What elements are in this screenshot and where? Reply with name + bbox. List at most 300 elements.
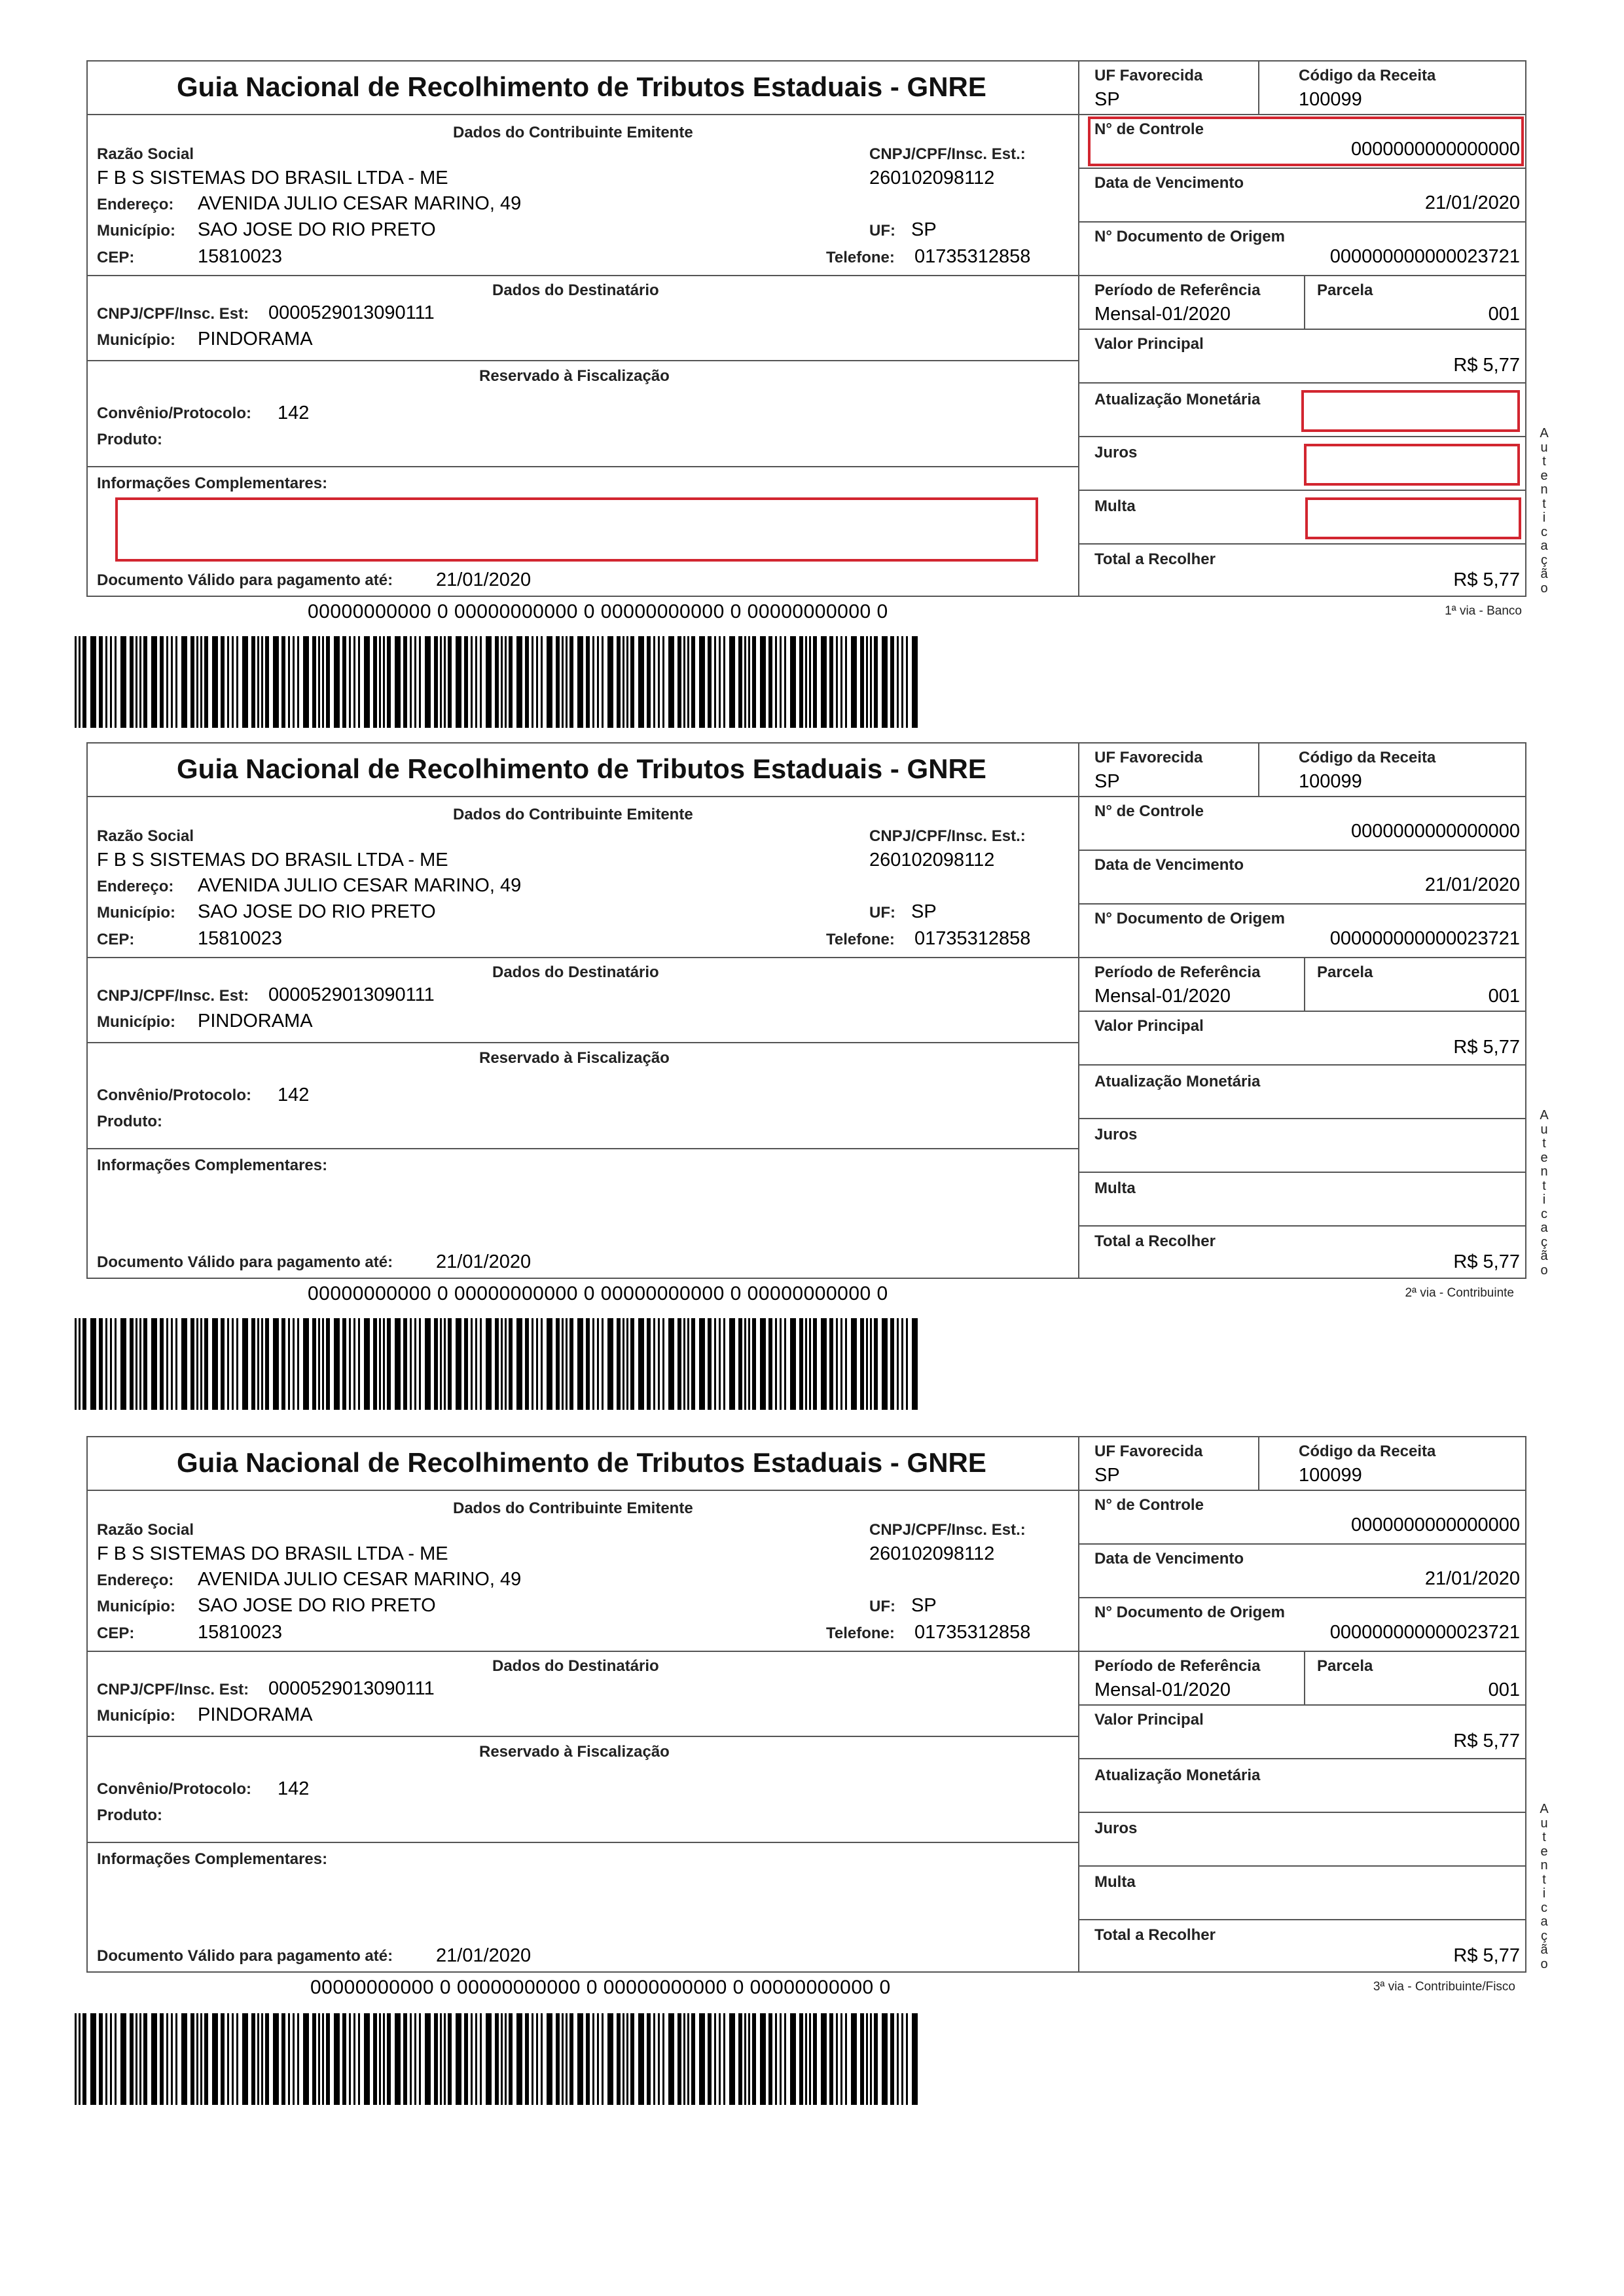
- barcode-bar: [273, 2013, 279, 2105]
- barcode-bar: [358, 2013, 360, 2105]
- right-row-divider: [1078, 1064, 1526, 1066]
- barcode-bar: [115, 636, 117, 728]
- barcode-bar: [120, 636, 126, 728]
- destinatario-section-title: Dados do Destinatário: [492, 963, 659, 981]
- valor-principal-value: R$ 5,77: [1453, 1037, 1520, 1058]
- barcode-bar: [890, 636, 894, 728]
- barcode-bar: [597, 2013, 599, 2105]
- municipio-destinatario-label: Município:: [97, 1013, 175, 1031]
- codigo-receita-value: 100099: [1299, 89, 1362, 110]
- barcode-bar: [805, 2013, 807, 2105]
- barcode-bar: [536, 1318, 538, 1410]
- barcode-bar: [525, 2013, 529, 2105]
- barcode-bar: [334, 636, 340, 728]
- cep-label: CEP:: [97, 1624, 135, 1642]
- barcode-bar: [748, 636, 750, 728]
- barcode-bar: [866, 636, 868, 728]
- valor-principal-label: Valor Principal: [1094, 335, 1204, 353]
- barcode-bar: [821, 1318, 827, 1410]
- barcode-bar: [190, 636, 194, 728]
- endereco-label: Endereço:: [97, 1571, 174, 1589]
- data-vencimento-value: 21/01/2020: [1424, 1568, 1520, 1589]
- barcode-bar: [691, 1318, 695, 1410]
- barcode-bar: [668, 1318, 674, 1410]
- barcode-bar: [775, 1318, 777, 1410]
- barcode-bar: [364, 2013, 370, 2105]
- convenio-value: 142: [278, 403, 310, 423]
- barcode-bar: [874, 1318, 878, 1410]
- barcode-bar: [775, 2013, 777, 2105]
- destinatario-section-title: Dados do Destinatário: [492, 281, 659, 299]
- barcode-bar: [532, 636, 533, 728]
- n-documento-origem-value: 000000000000023721: [1329, 246, 1520, 267]
- barcode-bar: [312, 2013, 316, 2105]
- right-row-divider: [1078, 1225, 1526, 1227]
- barcode-bar: [729, 636, 735, 728]
- barcode-bar: [525, 636, 529, 728]
- barcode-bar: [623, 2013, 624, 2105]
- barcode-bar: [257, 636, 259, 728]
- razao-social-value: F B S SISTEMAS DO BRASIL LTDA - ME: [97, 850, 448, 870]
- barcode-bar: [906, 2013, 908, 2105]
- barcode-bar: [251, 636, 255, 728]
- barcode-bar: [90, 2013, 96, 2105]
- right-row-divider: [1078, 1704, 1526, 1706]
- barcode-bar: [130, 1318, 134, 1410]
- barcode-bar: [303, 2013, 309, 2105]
- info-complementares-label: Informações Complementares:: [97, 1157, 328, 1174]
- barcode-bar: [617, 1318, 621, 1410]
- barcode-bar: [882, 1318, 888, 1410]
- right-row-divider: [1078, 1543, 1526, 1545]
- barcode-bar: [809, 2013, 811, 2105]
- barcode-bar: [410, 636, 412, 728]
- barcode-bar: [383, 2013, 385, 2105]
- barcode-bar: [410, 2013, 412, 2105]
- destinatario-divider: [86, 360, 1078, 361]
- barcode-bar: [297, 636, 299, 728]
- barcode-bar: [414, 636, 416, 728]
- barcode-bar: [714, 2013, 716, 2105]
- parcela-label: Parcela: [1317, 963, 1373, 981]
- barcode-bar: [471, 2013, 473, 2105]
- barcode-bar: [190, 2013, 194, 2105]
- barcode-bar: [866, 1318, 868, 1410]
- barcode-bar: [480, 636, 482, 728]
- barcode-bar: [547, 2013, 552, 2105]
- total-recolher-label: Total a Recolher: [1094, 1926, 1216, 1944]
- barcode-bar: [566, 636, 568, 728]
- produto-label: Produto:: [97, 431, 162, 448]
- barcode-bar: [403, 636, 407, 728]
- barcode-bar: [419, 2013, 421, 2105]
- telefone-value: 01735312858: [914, 1622, 1031, 1643]
- barcode-bar: [379, 1318, 381, 1410]
- barcode-bar: [541, 1318, 543, 1410]
- barcode-bar: [577, 636, 583, 728]
- barcode-bar: [349, 1318, 351, 1410]
- barcode-bar: [495, 636, 499, 728]
- right-row-divider: [1078, 114, 1526, 115]
- documento-valido-label: Documento Válido para pagamento até:: [97, 1947, 393, 1965]
- barcode-bar: [509, 636, 513, 728]
- barcode-bar: [139, 636, 141, 728]
- barcode-bar: [860, 2013, 864, 2105]
- codigo-receita-label: Código da Receita: [1299, 749, 1436, 766]
- barcode-bar: [403, 1318, 407, 1410]
- barcode-bar: [242, 2013, 248, 2105]
- barcode-bar: [647, 636, 651, 728]
- barcode-bar: [200, 636, 202, 728]
- barcode-bar: [882, 2013, 888, 2105]
- barcode-bar: [387, 2013, 391, 2105]
- barcode-bar: [444, 2013, 446, 2105]
- barcode-bar: [752, 636, 756, 728]
- municipio-emitente-value: SAO JOSE DO RIO PRETO: [198, 901, 436, 922]
- barcode-bar: [630, 2013, 634, 2105]
- barcode-bar: [318, 2013, 320, 2105]
- parcela-value: 001: [1488, 304, 1520, 325]
- barcode-bar: [809, 636, 811, 728]
- barcode-bar: [805, 1318, 807, 1410]
- barcode-bar: [82, 2013, 86, 2105]
- data-vencimento-label: Data de Vencimento: [1094, 1550, 1244, 1568]
- barcode-bar: [448, 636, 452, 728]
- right-row-divider: [1078, 1865, 1526, 1867]
- barcode-bar: [607, 636, 613, 728]
- barcode-bar: [668, 636, 674, 728]
- razao-social-label: Razão Social: [97, 145, 194, 163]
- total-recolher-value: R$ 5,77: [1453, 569, 1520, 590]
- guia-title: Guia Nacional de Recolhimento de Tributos Estaduais - GNRE: [177, 71, 986, 102]
- uf-codigo-divider: [1258, 742, 1259, 796]
- municipio-destinatario-value: PINDORAMA: [198, 329, 313, 350]
- barcode-bar: [602, 1318, 604, 1410]
- barcode-bar: [419, 636, 421, 728]
- barcode-bar: [342, 2013, 346, 2105]
- barcode-bar: [592, 1318, 594, 1410]
- barcode-bar: [901, 636, 903, 728]
- emitente-divider: [86, 1651, 1078, 1652]
- barcode-bar: [541, 2013, 543, 2105]
- convenio-label: Convênio/Protocolo:: [97, 1086, 251, 1104]
- juros-highlight: [1304, 444, 1520, 486]
- barcode-bar: [829, 636, 833, 728]
- barcode-bar: [714, 636, 716, 728]
- barcode-bar: [784, 636, 786, 728]
- barcode-bar: [110, 1318, 112, 1410]
- right-row-divider: [1078, 1011, 1526, 1012]
- barcode-bar: [434, 636, 438, 728]
- barcode-bar: [505, 1318, 507, 1410]
- right-row-divider: [1078, 1172, 1526, 1173]
- cnpj-emitente-value: 260102098112: [869, 850, 995, 870]
- barcode-bar: [569, 1318, 573, 1410]
- guia-title: Guia Nacional de Recolhimento de Tributos Estaduais - GNRE: [177, 753, 986, 784]
- uf-codigo-divider: [1258, 1436, 1259, 1490]
- barcode-bar: [464, 1318, 468, 1410]
- barcode-bar: [691, 2013, 695, 2105]
- barcode-bar: [790, 636, 796, 728]
- total-recolher-label: Total a Recolher: [1094, 1232, 1216, 1250]
- barcode-bar: [723, 2013, 725, 2105]
- barcode-bar: [586, 2013, 590, 2105]
- barcode-bar: [784, 2013, 786, 2105]
- barcode-bar: [840, 636, 842, 728]
- barcode-bar: [577, 1318, 583, 1410]
- barcode-bar: [175, 2013, 177, 2105]
- barcode-bar: [130, 2013, 134, 2105]
- right-row-divider: [1078, 329, 1526, 330]
- barcode-bar: [912, 1318, 918, 1410]
- title-divider: [86, 1490, 1078, 1491]
- barcode-bar: [110, 2013, 112, 2105]
- barcode-bar: [261, 636, 263, 728]
- barcode-bar: [626, 2013, 628, 2105]
- right-row-divider: [1078, 957, 1526, 958]
- barcode-bar: [425, 2013, 431, 2105]
- uf-favorecida-value: SP: [1094, 1465, 1120, 1486]
- fiscalizacao-divider: [86, 1842, 1078, 1843]
- barcode-bar: [821, 2013, 827, 2105]
- barcode-bar: [227, 636, 229, 728]
- documento-valido-value: 21/01/2020: [436, 569, 532, 590]
- municipio-emitente-label: Município:: [97, 904, 175, 922]
- barcode-bar: [303, 636, 309, 728]
- barcode-bar: [410, 1318, 412, 1410]
- barcode-bar: [334, 1318, 340, 1410]
- barcode-bar: [204, 2013, 208, 2105]
- barcode-bar: [236, 2013, 238, 2105]
- barcode-bar: [668, 2013, 674, 2105]
- barcode-bar: [790, 2013, 796, 2105]
- barcode-bar: [683, 1318, 685, 1410]
- barcode-bar: [383, 1318, 385, 1410]
- barcode-bar: [82, 636, 86, 728]
- barcode-bar: [318, 1318, 320, 1410]
- barcode-bar: [364, 1318, 370, 1410]
- barcode-bar: [181, 636, 187, 728]
- autenticacao-vertical: A u t e n t i c a ç ã o: [1540, 426, 1549, 596]
- barcode-bar: [821, 636, 827, 728]
- right-row-divider: [1078, 1490, 1526, 1491]
- barcode-bar: [768, 2013, 772, 2105]
- cep-value: 15810023: [198, 246, 283, 267]
- cep-value: 15810023: [198, 928, 283, 949]
- barcode-bar: [532, 2013, 533, 2105]
- barcode-bar: [261, 2013, 263, 2105]
- barcode-bar: [547, 636, 552, 728]
- barcode-bar: [75, 636, 77, 728]
- barcode-bar: [358, 1318, 360, 1410]
- barcode-bar: [509, 1318, 513, 1410]
- barcode-bar: [160, 1318, 164, 1410]
- barcode-bar: [373, 1318, 377, 1410]
- barcode-bar: [99, 1318, 103, 1410]
- municipio-destinatario-value: PINDORAMA: [198, 1704, 313, 1725]
- convenio-value: 142: [278, 1778, 310, 1799]
- multa-highlight: [1305, 497, 1521, 539]
- juros-label: Juros: [1094, 1820, 1138, 1837]
- right-row-divider: [1078, 903, 1526, 905]
- barcode: [75, 1318, 919, 1410]
- telefone-label: Telefone:: [826, 1624, 895, 1642]
- barcode-bar: [647, 1318, 651, 1410]
- right-row-divider: [1078, 1118, 1526, 1119]
- documento-valido-value: 21/01/2020: [436, 1945, 532, 1966]
- barcode-bar: [419, 1318, 421, 1410]
- juros-label: Juros: [1094, 1126, 1138, 1143]
- barcode-bar: [840, 1318, 842, 1410]
- barcode-bar: [471, 636, 473, 728]
- cep-value: 15810023: [198, 1622, 283, 1643]
- barcode-bar: [342, 1318, 346, 1410]
- barcode-bar: [288, 2013, 290, 2105]
- periodo-referencia-value: Mensal-01/2020: [1094, 986, 1231, 1007]
- valor-principal-label: Valor Principal: [1094, 1017, 1204, 1035]
- barcode-bar: [322, 636, 324, 728]
- barcode-bar: [312, 636, 316, 728]
- barcode-bar: [708, 2013, 712, 2105]
- barcode-bar: [738, 636, 742, 728]
- barcode-bar: [813, 2013, 817, 2105]
- barcode-bar: [456, 636, 461, 728]
- barcode-bar: [212, 1318, 218, 1410]
- barcode-bar: [638, 1318, 644, 1410]
- barcode-bar: [281, 2013, 285, 2105]
- barcode-bar: [809, 1318, 811, 1410]
- uf-value: SP: [911, 901, 937, 922]
- barcode-bar: [196, 1318, 198, 1410]
- barcode-bar: [752, 1318, 756, 1410]
- barcode-bar: [501, 2013, 503, 2105]
- barcode-bar: [630, 636, 634, 728]
- uf-favorecida-label: UF Favorecida: [1094, 67, 1203, 84]
- barcode-bar: [181, 1318, 187, 1410]
- valor-principal-value: R$ 5,77: [1453, 355, 1520, 376]
- barcode-bar: [79, 636, 81, 728]
- barcode-bar: [143, 2013, 147, 2105]
- barcode-bar: [75, 2013, 77, 2105]
- barcode-bar: [349, 2013, 351, 2105]
- barcode-bar: [509, 2013, 513, 2105]
- barcode-bar: [562, 636, 564, 728]
- barcode-bar: [379, 2013, 381, 2105]
- barcode-bar: [836, 636, 838, 728]
- barcode-bar: [135, 1318, 137, 1410]
- fiscalizacao-section-title: Reservado à Fiscalização: [479, 1743, 670, 1761]
- n-documento-origem-label: N° Documento de Origem: [1094, 1604, 1285, 1621]
- n-documento-origem-value: 000000000000023721: [1329, 928, 1520, 949]
- via-label: 2ª via - Contribuinte: [1405, 1286, 1514, 1300]
- barcode-bar: [840, 2013, 842, 2105]
- barcode-bar: [456, 2013, 461, 2105]
- barcode-bar: [708, 1318, 712, 1410]
- barcode-bar: [221, 1318, 225, 1410]
- barcode-bar: [196, 2013, 198, 2105]
- barcode-bar: [273, 636, 279, 728]
- barcode-bar: [566, 2013, 568, 2105]
- barcode-bar: [288, 636, 290, 728]
- produto-label: Produto:: [97, 1806, 162, 1824]
- linha-digitavel: 00000000000 0 00000000000 0 00000000000 0 00000000000 0: [308, 601, 888, 622]
- fiscalizacao-divider: [86, 466, 1078, 467]
- barcode-bar: [738, 2013, 742, 2105]
- municipio-destinatario-label: Município:: [97, 331, 175, 349]
- barcode-bar: [556, 636, 560, 728]
- endereco-value: AVENIDA JULIO CESAR MARINO, 49: [198, 193, 522, 214]
- barcode-bar: [318, 636, 320, 728]
- periodo-referencia-label: Período de Referência: [1094, 281, 1261, 299]
- documento-valido-label: Documento Válido para pagamento até:: [97, 1253, 393, 1271]
- barcode-bar: [143, 1318, 147, 1410]
- barcode-bar: [444, 1318, 446, 1410]
- barcode-bar: [115, 2013, 117, 2105]
- total-recolher-label: Total a Recolher: [1094, 550, 1216, 568]
- barcode-bar: [780, 2013, 782, 2105]
- barcode-bar: [516, 636, 522, 728]
- guia-title: Guia Nacional de Recolhimento de Tributos Estaduais - GNRE: [177, 1447, 986, 1478]
- barcode-bar: [151, 636, 157, 728]
- barcode-bar: [626, 1318, 628, 1410]
- barcode-bar: [501, 636, 503, 728]
- barcode-bar: [171, 636, 173, 728]
- right-row-divider: [1078, 1651, 1526, 1652]
- barcode-bar: [744, 2013, 746, 2105]
- cnpj-emitente-value: 260102098112: [869, 168, 995, 188]
- barcode-bar: [623, 636, 624, 728]
- right-row-divider: [1078, 436, 1526, 437]
- barcode-bar: [232, 636, 234, 728]
- barcode-bar: [322, 1318, 324, 1410]
- barcode-bar: [775, 636, 777, 728]
- barcode-bar: [265, 2013, 269, 2105]
- barcode-bar: [425, 1318, 431, 1410]
- barcode-bar: [236, 636, 238, 728]
- barcode-bar: [683, 2013, 685, 2105]
- barcode-bar: [623, 1318, 624, 1410]
- right-row-divider: [1078, 168, 1526, 169]
- barcode-bar: [120, 2013, 126, 2105]
- barcode-bar: [532, 1318, 533, 1410]
- barcode-bar: [516, 2013, 522, 2105]
- barcode-bar: [729, 1318, 735, 1410]
- fiscalizacao-section-title: Reservado à Fiscalização: [479, 367, 670, 385]
- barcode-bar: [597, 1318, 599, 1410]
- parcela-value: 001: [1488, 986, 1520, 1007]
- via-label: 3ª via - Contribuinte/Fisco: [1373, 1980, 1515, 1994]
- periodo-parcela-divider: [1304, 275, 1305, 329]
- barcode-bar: [912, 2013, 918, 2105]
- barcode-bar: [768, 1318, 772, 1410]
- barcode-bar: [897, 636, 899, 728]
- barcode-bar: [760, 2013, 766, 2105]
- barcode-bar: [171, 2013, 173, 2105]
- barcode-bar: [99, 2013, 103, 2105]
- barcode-bar: [744, 636, 746, 728]
- barcode-bar: [99, 636, 103, 728]
- barcode-bar: [870, 2013, 872, 2105]
- barcode-bar: [699, 636, 705, 728]
- uf-label: UF:: [869, 904, 895, 922]
- barcode-bar: [592, 2013, 594, 2105]
- barcode-bar: [251, 1318, 255, 1410]
- barcode-bar: [556, 1318, 560, 1410]
- emitente-divider: [86, 275, 1078, 276]
- razao-social-label: Razão Social: [97, 827, 194, 845]
- barcode-bar: [569, 636, 573, 728]
- documento-valido-value: 21/01/2020: [436, 1251, 532, 1272]
